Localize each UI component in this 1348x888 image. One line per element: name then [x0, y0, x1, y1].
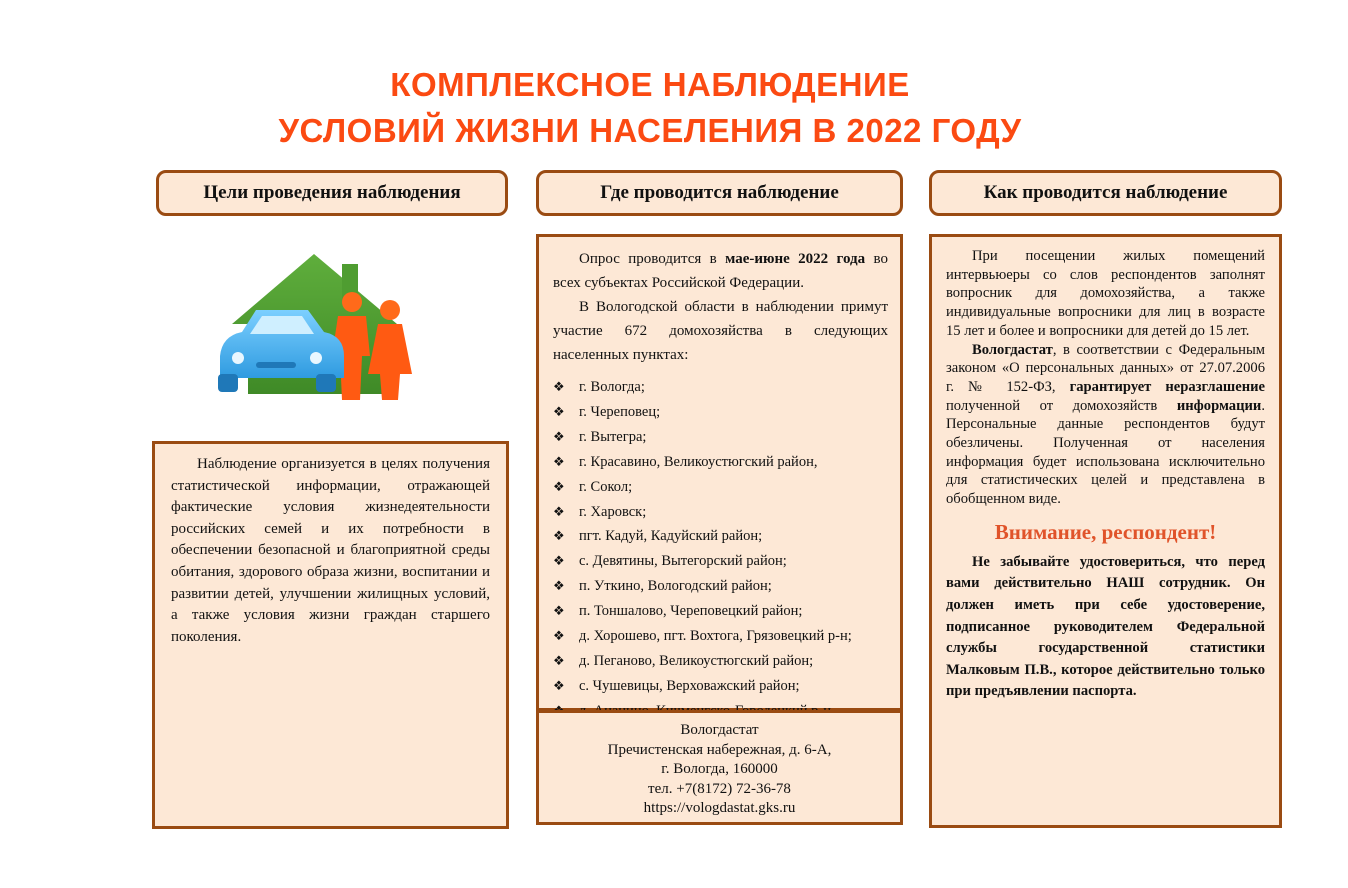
place-name: г. Вологда;: [579, 379, 645, 395]
where-text-box: [536, 234, 903, 711]
place-name: г. Красавино, Великоустюгский район,: [579, 453, 818, 470]
goals-header: Цели проведения наблюдения: [156, 170, 508, 216]
title-line-1: КОМПЛЕКСНОЕ НАБЛЮДЕНИЕ: [390, 66, 910, 103]
diamond-bullet-icon: ❖: [553, 403, 565, 419]
where-header: Где проводится наблюдение: [536, 170, 903, 216]
diamond-bullet-icon: ❖: [553, 453, 565, 469]
contact-city: г. Вологда, 160000: [661, 761, 778, 778]
place-name: д. Пеганово, Великоустюгский район;: [579, 652, 814, 669]
diamond-bullet-icon: ❖: [553, 553, 565, 569]
places-list: [553, 375, 888, 724]
place-name: г. Харовск;: [579, 503, 647, 520]
list-item: [553, 450, 888, 475]
place-name: д. Хорошево, пгт. Вохтога, Грязовецкий р-н;: [579, 628, 852, 645]
contact-phone: тел. +7(8172) 72-36-78: [648, 780, 791, 797]
diamond-bullet-icon: ❖: [553, 652, 565, 668]
place-name: пгт. Кадуй, Кадуйский район;: [579, 528, 763, 545]
where-region-text: В Вологодской области в наблюдении примут участие 672 домохозяйства в следующих населенных пунктах:: [553, 299, 888, 363]
diamond-bullet-icon: ❖: [553, 528, 565, 544]
contact-box: [536, 710, 903, 825]
list-item: [553, 524, 888, 549]
place-name: г. Вытегра;: [579, 428, 647, 445]
list-item: [553, 500, 888, 525]
list-item: [553, 475, 888, 500]
place-name: п. Тоншалово, Череповецкий район;: [579, 603, 803, 620]
list-item: [553, 375, 888, 400]
list-item: [553, 649, 888, 674]
list-item: [553, 624, 888, 649]
diamond-bullet-icon: ❖: [553, 578, 565, 594]
contact-address: Пречистенская набережная, д. 6-А,: [607, 741, 832, 758]
goals-text: Наблюдение организуется в целях получения статистической информации, отражающей фактические условия жизнедеятельности российских семей и их потребности в обеспечении безопасной и благоприятной среды обитания, здорового образа жизни, воспитании и развитии детей, улучшении жилищных условий, а также условия жизни граждан старшего поколения.: [171, 456, 490, 645]
warning-text: Не забывайте удостовериться, что перед вами действительно НАШ сотрудник. Он должен иметь при себе удостоверение, подписанное руководителем Федеральной службы государственной статистики Малковым П.В., которое действительно только при предъявлении паспорта.: [946, 553, 1265, 700]
list-item: [553, 549, 888, 574]
diamond-bullet-icon: ❖: [553, 379, 565, 394]
attention-heading: Внимание, респондент!: [994, 519, 1217, 544]
how-header: Как проводится наблюдение: [929, 170, 1282, 216]
contact-org: Вологдастат: [680, 722, 759, 738]
list-item: [553, 674, 888, 699]
title-line-2: УСЛОВИЙ ЖИЗНИ НАСЕЛЕНИЯ В 2022 ГОДУ: [278, 112, 1022, 149]
how-text-box: [929, 234, 1282, 828]
diamond-bullet-icon: ❖: [553, 503, 565, 519]
diamond-bullet-icon: ❖: [553, 677, 565, 693]
contact-site-link[interactable]: https://vologdastat.gks.ru: [643, 800, 796, 817]
diamond-bullet-icon: ❖: [553, 628, 565, 644]
place-name: с. Чушевицы, Верховажский район;: [579, 677, 800, 694]
diamond-bullet-icon: ❖: [553, 478, 565, 494]
goals-text-box: [152, 441, 509, 829]
place-name: с. Девятины, Вытегорский район;: [579, 553, 787, 570]
family-house-car-icon: [212, 244, 424, 412]
list-item: [553, 400, 888, 425]
diamond-bullet-icon: ❖: [553, 603, 565, 619]
place-name: п. Уткино, Вологодский район;: [579, 578, 772, 595]
how-paragraph-1: При посещении жилых помещений интервьюеры со слов респондентов заполнят вопросник для домохозяйства, а также индивидуальные вопросники для лиц в возрасте 15 лет и более и вопросники для детей до 15 лет.: [946, 248, 1265, 339]
list-item: [553, 425, 888, 450]
how-paragraph-2: Вологдастат, в соответствии с Федеральным законом «О персональных данных» от 27.07.2006 г. № 152-ФЗ, гарантирует неразглашение полученной от домохозяйств информации. Персональные данные респондентов будут обезличены. Полученная от населения информация будет использована исключительно для статистических целей и представлена в обобщенном виде.: [946, 341, 1265, 508]
where-intro: Опрос проводится в мае-июне 2022 года во всех субъектах Российской Федерации.: [553, 251, 888, 291]
survey-period: мае-июне 2022 года: [725, 251, 866, 267]
place-name: г. Череповец;: [579, 403, 661, 420]
place-name: г. Сокол;: [579, 478, 633, 495]
list-item: [553, 599, 888, 624]
diamond-bullet-icon: ❖: [553, 428, 565, 444]
list-item: [553, 574, 888, 599]
